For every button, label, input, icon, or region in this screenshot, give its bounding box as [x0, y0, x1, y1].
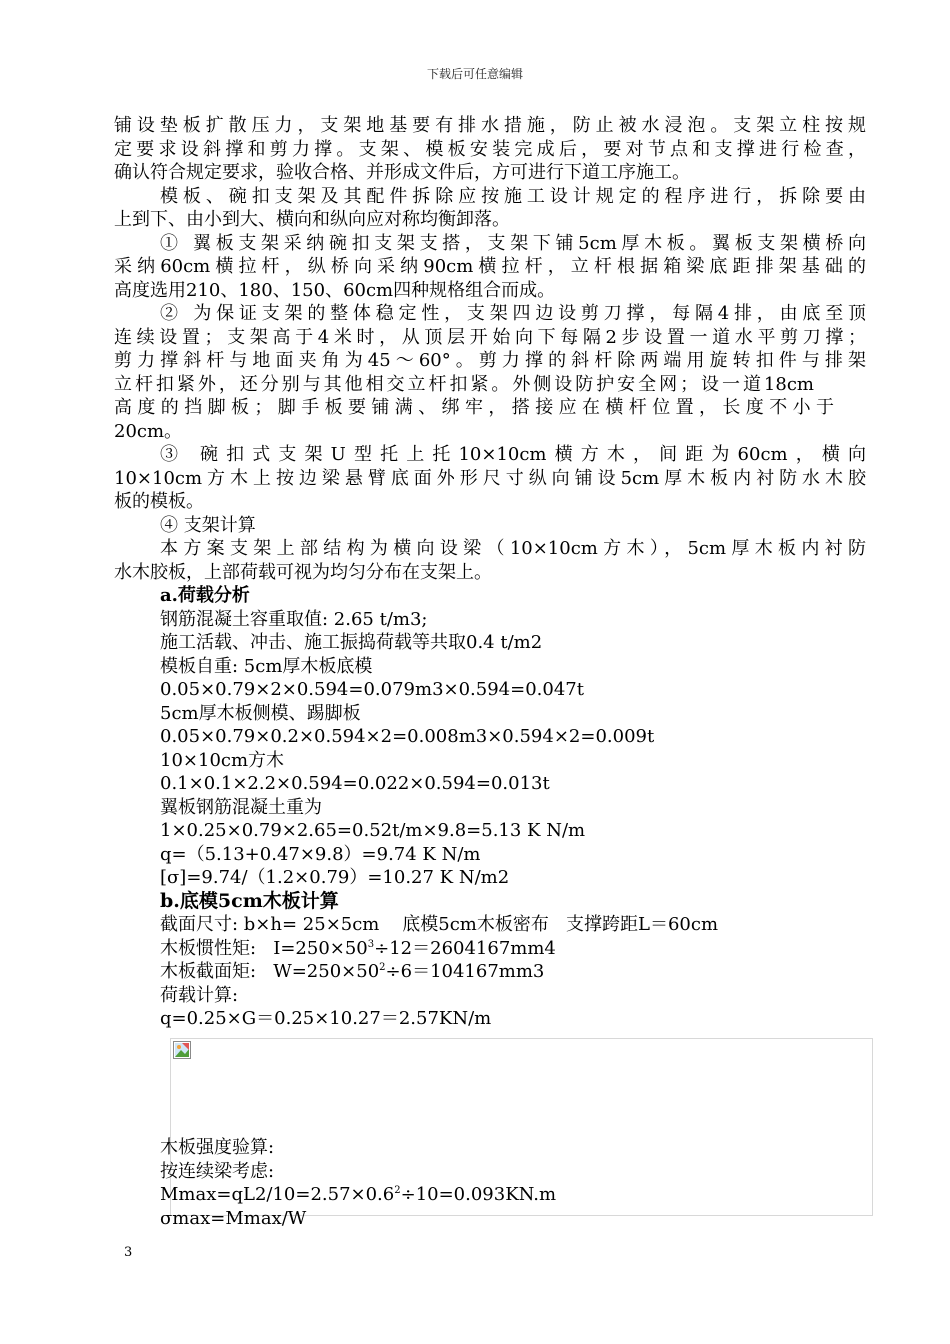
- calc-line: q=（5.13+0.47×9.8）=9.74 K N/m: [160, 843, 481, 865]
- calc-line: 荷载计算:: [160, 984, 239, 1006]
- calc-line: q=0.25×G＝0.25×10.27＝2.57KN/m: [160, 1008, 492, 1029]
- inertia-exponent: 3: [367, 938, 375, 950]
- calc-line: 翼板钢筋混凝土重为: [160, 796, 322, 818]
- moment-post: ÷10=0.093KN.m: [400, 1184, 557, 1205]
- calc-line: 施工活载、冲击、施工振捣荷载等共取0.4 t/m2: [160, 632, 543, 653]
- paragraph-line: ④ 支架计算: [160, 514, 256, 536]
- section-modulus-line: [114, 960, 866, 984]
- inertia-pre: 木板惯性矩: I=250×50: [160, 937, 368, 959]
- calc-line: 0.1×0.1×2.2×0.594=0.022×0.594=0.013t: [160, 773, 550, 794]
- paragraph-line: 剪力撑斜杆与地面夹角为45～60°。剪力撑的斜杆除两端用旋转扣件与排架: [114, 350, 866, 371]
- paragraph-line: 20cm。: [114, 420, 183, 442]
- paragraph-line: 水木胶板，上部荷载可视为均匀分布在支架上。: [114, 561, 492, 583]
- calc-line: 木板强度验算:: [160, 1137, 275, 1158]
- paragraph-line: 高度的挡脚板；脚手板要铺满、绑牢，搭接应在横杆位置，长度不小于: [114, 397, 834, 418]
- paragraph-line: 本方案支架上部结构为横向设梁（10×10cm方木），5cm厚木板内衬防: [160, 538, 866, 559]
- paragraph-line: 连续设置；支架高于4米时，从顶层开始向下每隔2步设置一道水平剪刀撑；: [114, 326, 866, 348]
- paragraph-line: 立杆扣紧外，还分别与其他相交立杆扣紧。外侧设防护安全网；设一道18cm: [114, 373, 814, 395]
- paragraph-line: 确认符合规定要求，验收合格、并形成文件后，方可进行下道工序施工。: [114, 162, 690, 183]
- page-number: 3: [124, 1245, 133, 1260]
- page-header: 下载后可任意编辑: [426, 67, 523, 81]
- paragraph-line: 采纳60cm横拉杆，纵桥向采纳90cm横拉杆，立杆根据箱梁底距排架基础的: [114, 256, 866, 277]
- calc-line: 模板自重: 5cm厚木板底模: [160, 655, 373, 677]
- broken-image-icon: [173, 1041, 191, 1059]
- section-exponent: 2: [379, 962, 386, 973]
- paragraph-line: 模板、碗扣支架及其配件拆除应按施工设计规定的程序进行，拆除要由: [160, 185, 866, 207]
- section-pre: 木板截面矩: W=250×50: [160, 961, 380, 982]
- paragraph-line: 上到下、由小到大、横向和纵向应对称均衡卸落。: [114, 209, 510, 230]
- inertia-line: [114, 937, 866, 961]
- paragraph-line: ③ 碗扣式支架U型托上托10×10cm横方木，间距为60cm，横向: [160, 444, 866, 465]
- calc-line: σmax=Mmax/W: [160, 1207, 307, 1229]
- paragraph-line: 板的模板。: [114, 491, 204, 512]
- moment-exponent: 2: [394, 1185, 401, 1196]
- inertia-post: ÷12＝2604167mm4: [374, 937, 556, 959]
- section-post: ÷6＝104167mm3: [385, 961, 545, 982]
- after-image-text: [160, 1136, 860, 1230]
- calc-line: 0.05×0.79×0.2×0.594×2=0.008m3×0.594×2=0.009t: [160, 726, 655, 747]
- paragraph-line: 10×10cm方木上按边梁悬臂底面外形尺寸纵向铺设5cm厚木板内衬防水木胶: [114, 467, 866, 489]
- moment-pre: Mmax=qL2/10=2.57×0.6: [160, 1184, 395, 1205]
- paragraph-line: ① 翼板支架采纳碗扣支架支搭，支架下铺5cm厚木板。翼板支架横桥向: [160, 232, 866, 254]
- paragraph-line: 铺设垫板扩散压力，支架地基要有排水措施，防止被水浸泡。支架立柱按规: [114, 115, 866, 136]
- calc-line: 截面尺寸: b×h= 25×5cm 底模5cm木板密布 支撑跨距L＝60cm: [160, 914, 719, 935]
- paragraph-line: 高度选用210、180、150、60cm四种规格组合而成。: [114, 279, 556, 301]
- calc-line: 10×10cm方木: [160, 749, 285, 771]
- section-heading-b: b.底模5cm木板计算: [160, 889, 339, 912]
- calc-line: 按连续梁考虑:: [160, 1160, 275, 1182]
- paragraph-line: 定要求设斜撑和剪力撑。支架、模板安装完成后，要对节点和支撑进行检查，: [114, 138, 866, 160]
- moment-line: [160, 1183, 860, 1207]
- calc-line: 钢筋混凝土容重取值: 2.65 t/m3;: [160, 608, 428, 630]
- calc-line: 0.05×0.79×2×0.594=0.079m3×0.594=0.047t: [160, 679, 584, 700]
- calc-line: 5cm厚木板侧模、踢脚板: [160, 702, 361, 724]
- paragraph-line: ② 为保证支架的整体稳定性，支架四边设剪刀撑，每隔4排，由底至顶: [160, 303, 866, 324]
- document-body: [114, 114, 866, 1031]
- calc-line: [σ]=9.74/（1.2×0.79）=10.27 K N/m2: [160, 867, 510, 888]
- calc-line: 1×0.25×0.79×2.65=0.52t/m×9.8=5.13 K N/m: [160, 820, 586, 841]
- section-heading-a: a.荷载分析: [160, 585, 250, 606]
